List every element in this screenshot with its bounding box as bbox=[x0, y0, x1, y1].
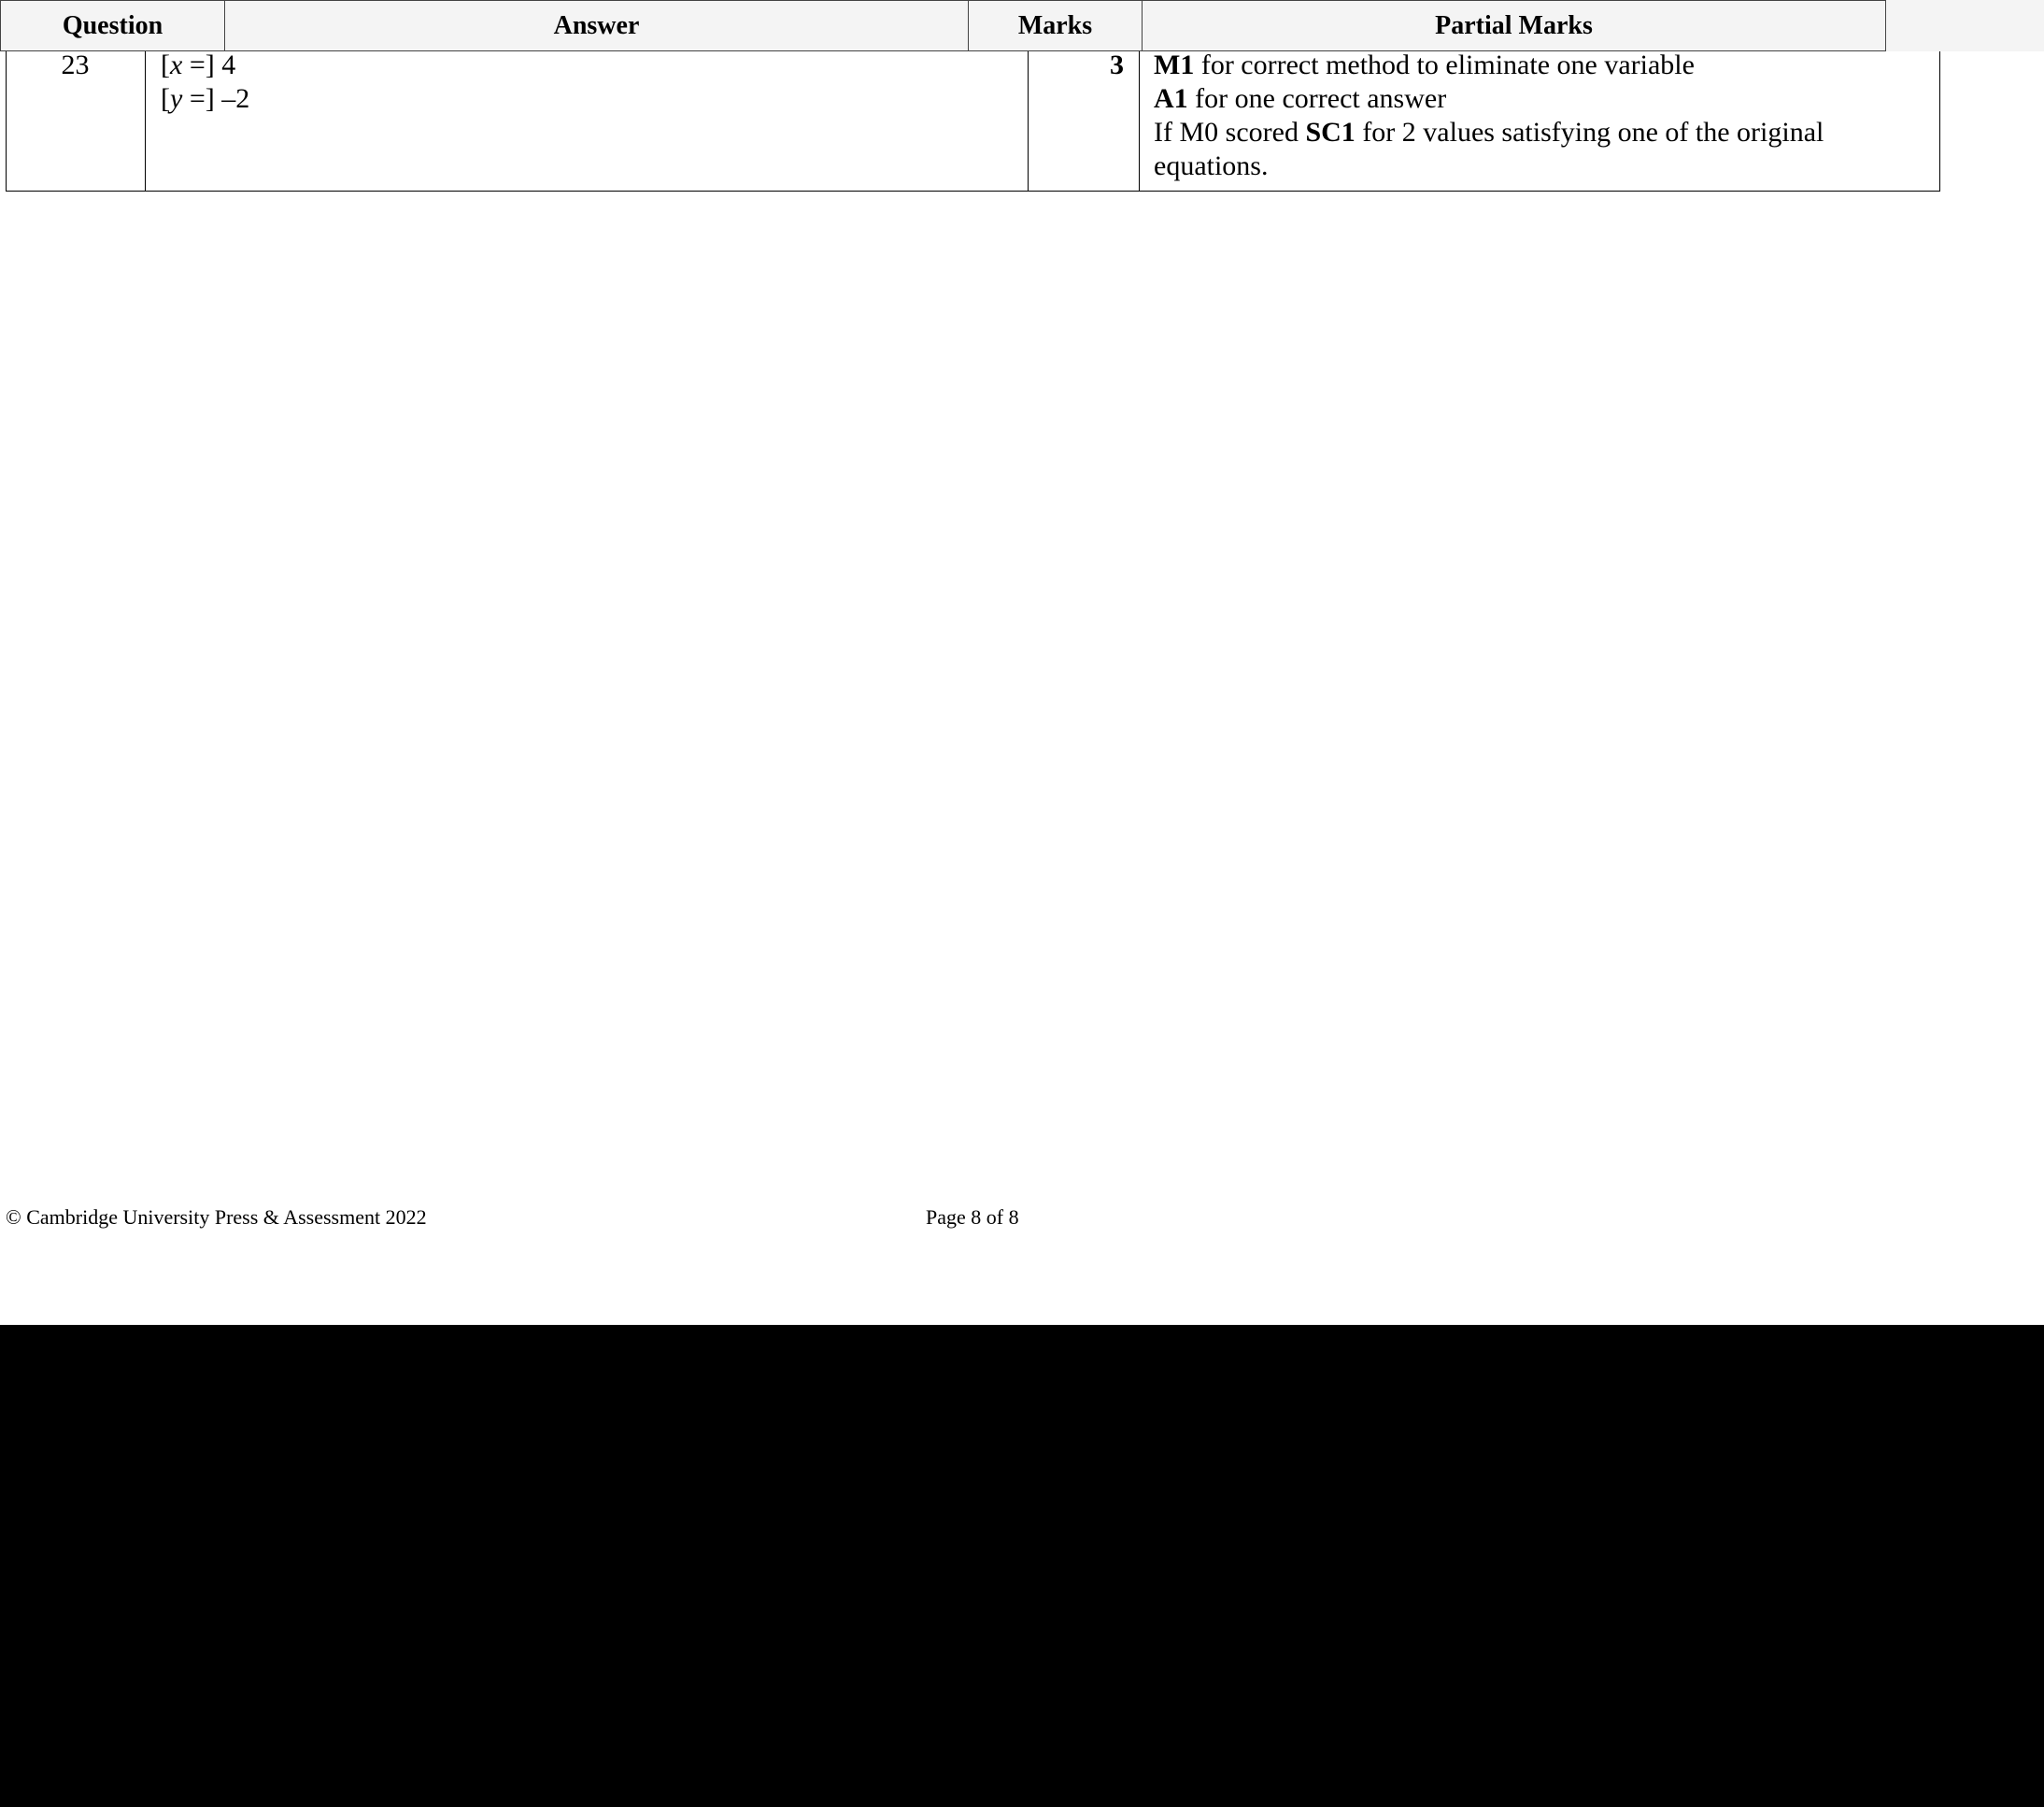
table-header bbox=[0, 0, 2044, 51]
column-divider bbox=[1139, 51, 1140, 192]
viewer-background bbox=[0, 1325, 2044, 1807]
question-number: 23 bbox=[61, 50, 90, 80]
header-marks: Marks bbox=[968, 0, 1143, 51]
header-question: Question bbox=[0, 0, 225, 51]
answer-line-y: [y =] –2 bbox=[161, 83, 250, 114]
header-partial-marks: Partial Marks bbox=[1142, 0, 1886, 51]
partial-line-m1: M1 for correct method to eliminate one variable bbox=[1154, 50, 1695, 80]
marks-value: 3 bbox=[1110, 50, 1124, 80]
partial-line-sc1: If M0 scored SC1 for 2 values satisfying one of the original bbox=[1154, 117, 1824, 148]
answer-cell bbox=[161, 49, 249, 116]
partial-marks-cell bbox=[1154, 49, 1929, 183]
column-divider bbox=[145, 51, 146, 192]
page-number: Page 8 of 8 bbox=[926, 1205, 1019, 1229]
header-answer: Answer bbox=[224, 0, 969, 51]
copyright-footer: © Cambridge University Press & Assessment 2022 bbox=[6, 1205, 427, 1229]
answer-line-x: [x =] 4 bbox=[161, 50, 236, 80]
partial-line-continuation: equations. bbox=[1154, 150, 1269, 181]
partial-line-a1: A1 for one correct answer bbox=[1154, 83, 1447, 114]
